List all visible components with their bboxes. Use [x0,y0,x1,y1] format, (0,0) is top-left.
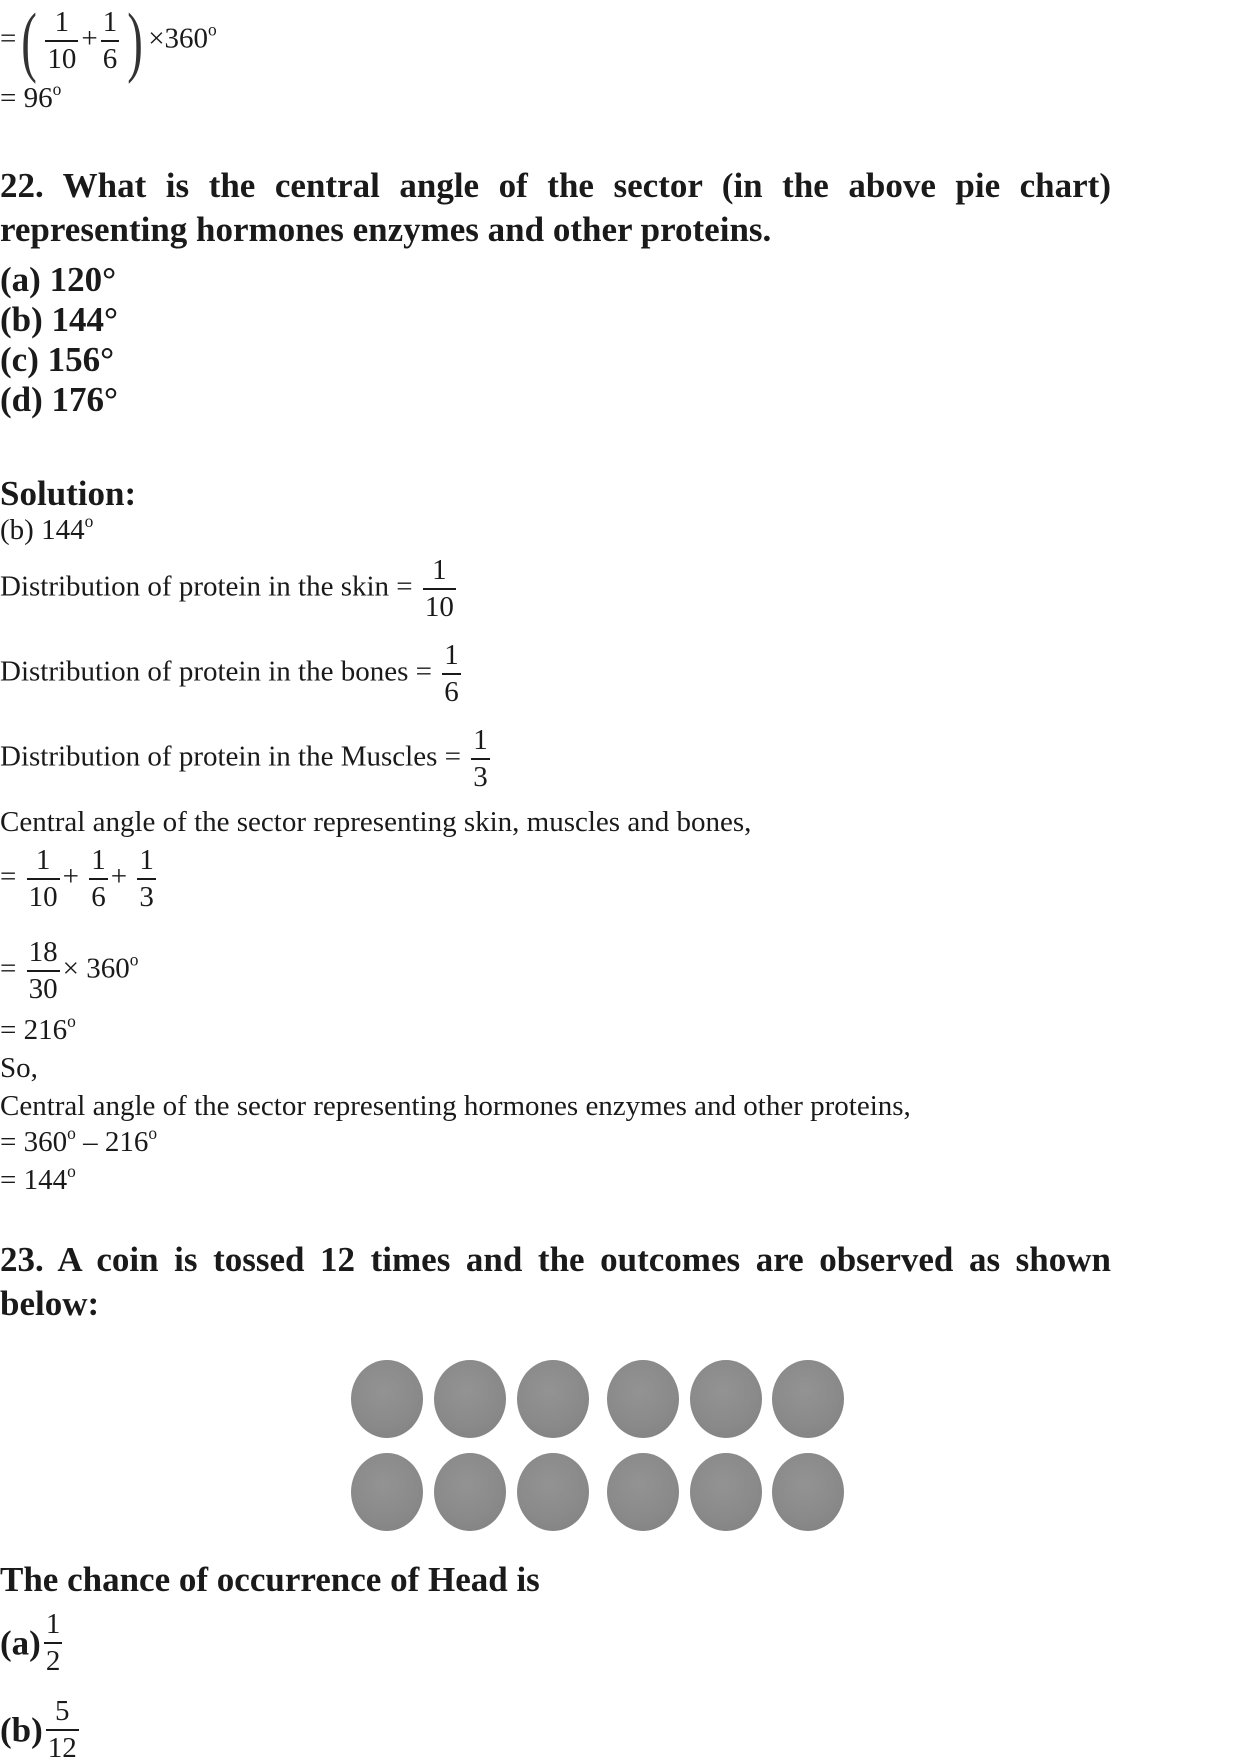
fraction-skin: $\frac{1}{10}$ [424,554,454,623]
q23-option-a: (a) $\frac{1}{2}$ [0,1608,61,1677]
coin-icon [607,1453,679,1531]
central-angle-hep-label: Central angle of the sector representing hormones enzymes and other proteins, [0,1090,911,1122]
final-result: = $144^o$ [0,1160,76,1196]
coin-icon [351,1360,423,1438]
fraction-1-10: $\frac{1}{10}$ [47,6,77,75]
fraction-5-12: $\frac{5}{12}$ [47,1695,77,1764]
multiplication-line: = $\frac{18}{30}$ × $360^o$ [0,936,139,1005]
question-23-text-line1: 23. A coin is tossed 12 times and the outcomes are observed as shown [0,1240,1111,1279]
coin-icon [351,1453,423,1531]
q22-option-a: (a) 120° [0,260,117,299]
fraction-bones: $\frac{1}{6}$ [444,639,459,708]
difference-line: = $360^o - 216^o$ [0,1122,158,1158]
coin-icon [434,1360,506,1438]
right-paren: ) [127,0,143,84]
central-angle-smb-label: Central angle of the sector representing skin, muscles and bones, [0,806,752,838]
skin-distribution: Distribution of protein in the skin = $\frac{1}{10}$ [0,554,454,623]
coin-icon [607,1360,679,1438]
q22-option-b: (b) 144° [0,300,119,339]
coin-icon [690,1453,762,1531]
solution-answer: (b) 144$^o$ [0,510,94,546]
left-paren: ( [21,0,38,84]
prev-solution-result: = $96^o$ [0,78,62,114]
fraction-1-3: $\frac{1}{3}$ [139,844,154,913]
fraction-1-6: $\frac{1}{6}$ [91,844,106,913]
coin-icon [690,1360,762,1438]
coin-icon [517,1360,589,1438]
fraction-1-2: $\frac{1}{2}$ [45,1608,61,1677]
q23-option-b: (b) $\frac{5}{12}$ [0,1695,77,1764]
fraction-1-6: $\frac{1}{6}$ [102,6,118,75]
muscles-distribution: Distribution of protein in the Muscles = $\frac{1}{3}$ [0,724,488,793]
result-216: = $216^o$ [0,1010,76,1046]
question-22-text: 22. What is the central angle of the sector (in the above pie chart) representing hormones enzymes and other proteins. [0,166,1111,249]
coin-icon [434,1453,506,1531]
fraction-sum-line: = $\frac{1}{10}$ + $\frac{1}{6}$ + $\frac{1}{3}$ [0,844,154,913]
q22-option-c: (c) 156° [0,340,115,379]
prev-solution-fraction-line: =( $\frac{1}{10}$ + $\frac{1}{6}$ ) $\times 360^o$ [0,0,217,84]
equals-sign: = [0,22,17,55]
fraction-1-10: $\frac{1}{10}$ [28,844,58,913]
coin-icon [772,1453,844,1531]
question-23-prompt: The chance of occurrence of Head is [0,1560,540,1599]
bones-distribution: Distribution of protein in the bones = $\frac{1}{6}$ [0,639,459,708]
solution-heading: Solution: [0,474,137,513]
fraction-18-30: $\frac{18}{30}$ [28,936,58,1005]
q22-option-d: (d) 176° [0,380,119,419]
coin-icon [517,1453,589,1531]
question-23-text-line2: below: [0,1284,100,1323]
coin-icon [772,1360,844,1438]
fraction-muscles: $\frac{1}{3}$ [473,724,488,793]
so-text: So, [0,1052,38,1084]
